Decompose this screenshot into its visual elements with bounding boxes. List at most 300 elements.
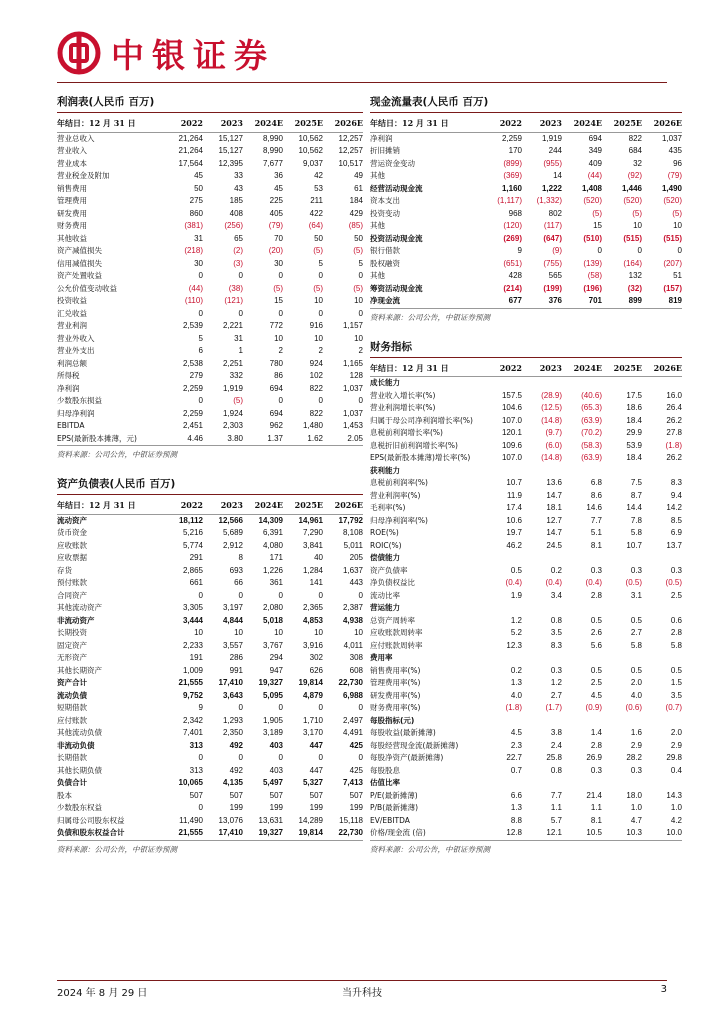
cell-value: 0.8 (550, 765, 562, 775)
cell-value: 3,444 (182, 615, 203, 625)
table-row (370, 233, 682, 246)
row-label: 固定资产 (57, 640, 87, 650)
cell-value: 0 (238, 590, 243, 600)
table-row (370, 170, 682, 183)
cell-value: 40 (314, 553, 323, 562)
table-section-row (370, 652, 682, 665)
cell-value: (0.6) (625, 703, 642, 712)
cell-value: 1.2 (550, 678, 562, 687)
row-label: 投资变动 (370, 208, 400, 218)
cell-value: (5) (273, 283, 283, 293)
table-row (370, 740, 682, 753)
cell-value (602, 777, 642, 790)
column-header-year: 2022 (484, 115, 522, 132)
row-label: 资产处置收益 (57, 271, 102, 280)
column-header-label: 年结日：12 月 31 日 (57, 497, 165, 514)
cell-value: 18.4 (626, 453, 642, 462)
table-header-row (370, 360, 682, 377)
cell-value: 13,076 (218, 815, 243, 825)
table-row (57, 690, 363, 703)
cell-value: 0 (358, 308, 363, 318)
table-row (370, 690, 682, 703)
cell-value: 12.7 (546, 515, 562, 525)
cell-value: 1.3 (510, 803, 522, 812)
cell-value: 3.8 (550, 728, 562, 737)
row-label: 估值比率 (370, 778, 400, 787)
cell-value: 7.5 (630, 478, 642, 487)
cell-value: 211 (310, 196, 323, 205)
cell-value: 13.6 (546, 478, 562, 487)
cell-value: 49 (354, 171, 363, 180)
cell-value: 31 (234, 333, 243, 343)
row-label: 其他 (370, 271, 385, 280)
cell-value: 3.5 (550, 628, 562, 637)
cell-value: (256) (224, 221, 243, 230)
cell-value (522, 602, 562, 615)
cell-value: 3.80 (203, 433, 243, 446)
cell-value: (0.4) (505, 578, 522, 587)
cell-value: 8.5 (670, 515, 682, 525)
cell-value: 507 (309, 790, 323, 800)
cell-value: (955) (543, 158, 562, 168)
cell-value: (32) (627, 283, 642, 293)
cell-value: (14.8) (541, 453, 562, 462)
row-label: 投资收益 (57, 296, 87, 305)
column-header-year: 2022 (165, 115, 203, 132)
cell-value: 18.4 (626, 415, 642, 425)
cell-value: 17,410 (218, 678, 243, 687)
table-row (57, 815, 363, 828)
bank-of-china-logo-icon (57, 31, 101, 75)
table-header-row (57, 115, 363, 132)
cell-value: 15,127 (218, 146, 243, 155)
cell-value: 286 (229, 653, 243, 662)
cell-value: 43 (234, 183, 243, 193)
cell-value: 33 (234, 171, 243, 180)
row-label: 营业收入 (57, 146, 87, 155)
row-label: 资本支出 (370, 196, 400, 205)
table-row (370, 802, 682, 815)
cell-value: (20) (268, 246, 283, 255)
cell-value: 7,290 (302, 528, 323, 537)
cell-value: 684 (628, 146, 642, 155)
table-row (57, 665, 363, 678)
cell-value (484, 715, 522, 728)
row-label: 每股指标(元) (370, 715, 415, 725)
table-row (57, 802, 363, 815)
table-row (370, 402, 682, 415)
cell-value: 2,251 (222, 358, 243, 368)
cell-value: 10 (194, 628, 203, 637)
table-row (57, 420, 363, 433)
cell-value: 3,841 (302, 540, 323, 550)
row-label: 其他收益 (57, 233, 87, 243)
row-label: 股本 (57, 790, 72, 800)
table-row (57, 615, 363, 628)
row-label: 信用减值损失 (57, 258, 102, 268)
row-label: 总资产周转率 (370, 615, 415, 625)
cell-value: 50 (314, 233, 323, 243)
cell-value: 10 (274, 333, 283, 343)
column-header-year: 2024E (243, 115, 283, 132)
cell-value: 968 (508, 208, 522, 218)
cell-value: 6 (198, 346, 203, 355)
row-label: 财务费用 (57, 221, 87, 230)
cell-value: 205 (349, 553, 363, 562)
cell-value: 802 (548, 208, 562, 218)
cell-value: 1,037 (661, 133, 682, 143)
row-label: 股权融资 (370, 258, 400, 268)
row-label: 归属于母公司净利润增长率(%) (370, 415, 473, 425)
cell-value: (85) (348, 221, 363, 230)
cell-value: 107.0 (501, 453, 522, 462)
cell-value (522, 715, 562, 728)
cell-value: 2,259 (501, 133, 522, 143)
cell-value: 0 (318, 396, 323, 405)
column-header-year: 2025E (283, 115, 323, 132)
cell-value: 225 (269, 196, 283, 205)
cell-value: 141 (309, 578, 323, 587)
cell-value: 10 (314, 333, 323, 343)
cell-value: (5) (632, 208, 642, 218)
cell-value: 30 (274, 258, 283, 268)
cell-value: (199) (543, 283, 562, 293)
table-section-row (370, 552, 682, 565)
cell-value: (0.5) (625, 578, 642, 587)
cell-value: 22,730 (338, 678, 363, 687)
cell-value: 27.8 (666, 428, 682, 437)
cell-value: 42 (314, 171, 323, 180)
cell-value: 376 (522, 295, 562, 308)
cell-value: (1.8) (665, 440, 682, 450)
cell-value: 0 (358, 703, 363, 712)
row-label: 销售费用 (57, 183, 87, 193)
cell-value: 822 (628, 133, 642, 143)
cell-value (642, 715, 682, 728)
cell-value: 694 (269, 383, 283, 393)
cell-value: 22.7 (506, 753, 522, 762)
column-header-year: 2022 (165, 497, 203, 514)
cell-value: 61 (354, 183, 363, 193)
cell-value: 0 (198, 396, 203, 405)
cell-value: 5 (318, 258, 323, 268)
cell-value: 104.6 (501, 403, 522, 412)
balance-sheet-table (57, 497, 363, 841)
cell-value: 25.8 (546, 753, 562, 762)
table-row (370, 790, 682, 803)
row-label: 营业税金及附加 (57, 171, 110, 180)
cell-value: 96 (673, 158, 682, 168)
cell-value: 18.1 (546, 503, 562, 512)
cell-value: 14,961 (298, 515, 323, 525)
cell-value (602, 715, 642, 728)
cell-value: 15,118 (339, 815, 363, 825)
cell-value: 14,289 (298, 815, 323, 825)
cell-value: 403 (269, 765, 283, 775)
cell-value: 0 (318, 703, 323, 712)
cell-value: 5,095 (262, 690, 283, 700)
cell-value: 3,643 (222, 690, 243, 700)
cell-value: 14,309 (258, 515, 283, 525)
cell-value: 26.4 (666, 403, 682, 412)
page-header (57, 28, 275, 78)
cell-value: 0 (637, 246, 642, 255)
cell-value: (110) (184, 296, 203, 305)
cell-value: 2 (278, 346, 283, 355)
row-label: 归属母公司股东权益 (57, 815, 125, 825)
cell-value: 1,037 (342, 383, 363, 393)
cell-value: 2.8 (590, 590, 602, 600)
row-label: 资产负债率 (370, 565, 408, 575)
cell-value: 10 (234, 628, 243, 637)
cell-value: 7,677 (262, 158, 283, 168)
row-label: 应收票据 (57, 553, 87, 562)
cell-value: 15 (593, 221, 602, 230)
cell-value: 0 (198, 590, 203, 600)
cell-value: 447 (309, 765, 323, 775)
row-label: 营运资金变动 (370, 158, 415, 168)
cell-value: 1,453 (342, 421, 363, 430)
cell-value (642, 377, 682, 390)
cell-value (522, 777, 562, 790)
cell-value: 10 (673, 221, 682, 230)
table-row (370, 245, 682, 258)
cell-value: 1.1 (550, 803, 562, 812)
table-row (370, 665, 682, 678)
cell-value: 86 (274, 371, 283, 380)
cell-value: 45 (274, 183, 283, 193)
cell-value: 7.8 (630, 515, 642, 525)
cell-value: 10.3 (602, 827, 642, 840)
cell-value: 0.7 (510, 765, 522, 775)
cell-value: 5,327 (302, 778, 323, 787)
cell-value: 14.4 (626, 503, 642, 512)
table-row (370, 270, 682, 283)
cell-value (484, 777, 522, 790)
cell-value: 132 (628, 271, 642, 280)
cell-value: (0.9) (585, 703, 602, 712)
cell-value: 0.2 (550, 565, 562, 575)
row-label: 每股股息 (370, 765, 400, 775)
cell-value: 14.6 (586, 503, 602, 512)
cell-value: 50 (194, 183, 203, 193)
table-row (57, 270, 363, 283)
row-label: 成长能力 (370, 378, 400, 387)
row-label: 非流动负债 (57, 740, 95, 750)
table-row (370, 158, 682, 171)
cell-value: 2.9 (630, 740, 642, 750)
cell-value: 3,170 (302, 728, 323, 737)
cell-value: 1.4 (590, 728, 602, 737)
cell-value: 1,037 (342, 408, 363, 418)
cell-value: 492 (229, 740, 243, 750)
cell-value: 409 (588, 158, 602, 168)
cell-value: (38) (228, 283, 243, 293)
cell-value: 184 (349, 196, 363, 205)
cell-value: 693 (229, 565, 243, 575)
cell-value: 26.2 (666, 415, 682, 425)
cell-value: 1,293 (222, 715, 243, 725)
cell-value (562, 377, 602, 390)
cell-value: (44) (188, 283, 203, 293)
balance-source-note: 资料来源：公司公告，中银证券预测 (57, 844, 177, 854)
row-label: 非流动资产 (57, 615, 95, 625)
cell-value: 2,350 (222, 728, 243, 737)
table-header-row (57, 497, 363, 514)
cell-value: (157) (663, 283, 682, 293)
cell-value (642, 652, 682, 665)
cell-value (642, 552, 682, 565)
cell-value: (651) (503, 258, 522, 268)
cell-value: (92) (627, 171, 642, 180)
cash-flow-title: 现金流量表(人民币 百万) (370, 92, 682, 113)
balance-sheet-title: 资产负债表(人民币 百万) (57, 474, 363, 495)
cell-value: 171 (269, 553, 283, 562)
cell-value: 1,480 (302, 421, 323, 430)
cell-value: 916 (309, 321, 323, 330)
cell-value: (139) (583, 258, 602, 268)
cell-value: 10,562 (298, 133, 323, 143)
row-label: 营业收入增长率(%) (370, 390, 436, 400)
table-row (370, 515, 682, 528)
column-header-label: 年结日：12 月 31 日 (57, 115, 165, 132)
row-label: 货币资金 (57, 528, 87, 537)
cell-value: 1.37 (243, 433, 283, 446)
row-label: 筹资活动现金流 (370, 283, 423, 293)
cell-value: (164) (623, 258, 642, 268)
cell-value: 2.6 (590, 628, 602, 637)
cell-value: 899 (602, 295, 642, 308)
cell-value: 701 (562, 295, 602, 308)
cell-value: 0 (198, 753, 203, 762)
row-label: 每股经营现金流(最新摊薄) (370, 740, 459, 750)
cell-value: 70 (274, 233, 283, 243)
cell-value: 0.6 (670, 615, 682, 625)
cell-value: 5,018 (262, 615, 283, 625)
cell-value: (14.8) (541, 415, 562, 425)
cell-value: 275 (189, 196, 203, 205)
cell-value: 1.3 (510, 678, 522, 687)
table-row (57, 395, 363, 408)
cell-value: 2.05 (323, 433, 363, 446)
row-label: 归母净利润率(%) (370, 515, 428, 525)
table-row (370, 452, 682, 465)
cell-value: 3.4 (550, 590, 562, 600)
cell-value: 65 (234, 233, 243, 243)
report-date: 2024 年 8 月 29 日 (57, 988, 148, 999)
table-row (57, 320, 363, 333)
cell-value: 1,408 (581, 183, 602, 193)
cell-value: 12,257 (338, 146, 363, 155)
cell-value: 12,566 (218, 515, 243, 525)
cell-value: 19.7 (506, 528, 522, 537)
table-row (57, 283, 363, 296)
cell-value: 4,491 (342, 728, 363, 737)
table-row (370, 183, 682, 196)
table-section-row (370, 777, 682, 790)
cell-value: 1,637 (342, 565, 363, 575)
cell-value: (5) (353, 283, 363, 293)
cell-value: 185 (229, 196, 243, 205)
cell-value: 361 (269, 578, 283, 587)
row-label: 所得税 (57, 371, 80, 380)
cell-value: 50 (354, 233, 363, 243)
cell-value: 5,216 (182, 528, 203, 537)
cell-value: 2.5 (670, 590, 682, 600)
cell-value: (515) (623, 233, 642, 243)
cell-value: 19,814 (298, 678, 323, 687)
cell-value: 32 (633, 158, 642, 168)
cell-value: (79) (268, 221, 283, 230)
cell-value: 3,197 (222, 603, 243, 612)
cell-value: (1,332) (536, 196, 562, 205)
cell-value: 18,112 (178, 515, 203, 525)
cell-value: 5,689 (222, 528, 243, 537)
cell-value: 10 (354, 628, 363, 637)
cell-value: 294 (269, 653, 283, 662)
cell-value: (5) (313, 283, 323, 293)
cell-value: 15,127 (218, 133, 243, 143)
row-label: 应付账款周转率 (370, 640, 423, 650)
cell-value: 819 (642, 295, 682, 308)
cell-value: 408 (229, 208, 243, 218)
cell-value: 6.9 (670, 528, 682, 537)
cell-value: 10.7 (626, 540, 642, 550)
cell-value: 9.4 (670, 490, 682, 500)
table-row (370, 727, 682, 740)
cell-value: 0 (677, 246, 682, 255)
cell-value: 2,342 (182, 715, 203, 725)
cell-value: 29.9 (626, 428, 642, 437)
column-header-year: 2024E (243, 497, 283, 514)
cell-value: 0 (597, 246, 602, 255)
cell-value: 0.3 (630, 765, 642, 775)
cell-value: 507 (349, 790, 363, 800)
cell-value: 608 (349, 665, 363, 675)
row-label: 营业总收入 (57, 133, 95, 143)
row-label: EV/EBITDA (370, 815, 410, 825)
cell-value: 0.3 (630, 565, 642, 575)
cell-value: 435 (668, 146, 682, 155)
cell-value: 1,446 (621, 183, 642, 193)
column-header-label: 年结日：12 月 31 日 (370, 360, 484, 377)
cell-value: 313 (189, 765, 203, 775)
cell-value: 443 (349, 578, 363, 587)
table-row (57, 727, 363, 740)
cell-value: 5 (198, 333, 203, 343)
cell-value: 677 (484, 295, 522, 308)
table-row (370, 815, 682, 828)
row-label: 负债合计 (57, 778, 87, 787)
row-label: 无形资产 (57, 653, 87, 662)
table-row (370, 440, 682, 453)
column-header-year: 2025E (602, 360, 642, 377)
cell-value: 13,631 (258, 815, 283, 825)
financial-ratios-table (370, 360, 682, 841)
cell-value: 0 (358, 396, 363, 405)
cell-value: 2.7 (550, 690, 562, 700)
row-label: 营业利润增长率(%) (370, 403, 436, 412)
cell-value: 0.5 (630, 665, 642, 675)
row-label: 研发费用率(%) (370, 690, 421, 700)
cell-value: 53 (314, 183, 323, 193)
cell-value: 425 (349, 765, 363, 775)
cell-value: 53.9 (626, 440, 642, 450)
company-name: 当升科技 (342, 988, 382, 999)
cell-value: 3,305 (182, 603, 203, 612)
cell-value: (0.4) (545, 578, 562, 587)
cell-value: 0 (278, 396, 283, 405)
